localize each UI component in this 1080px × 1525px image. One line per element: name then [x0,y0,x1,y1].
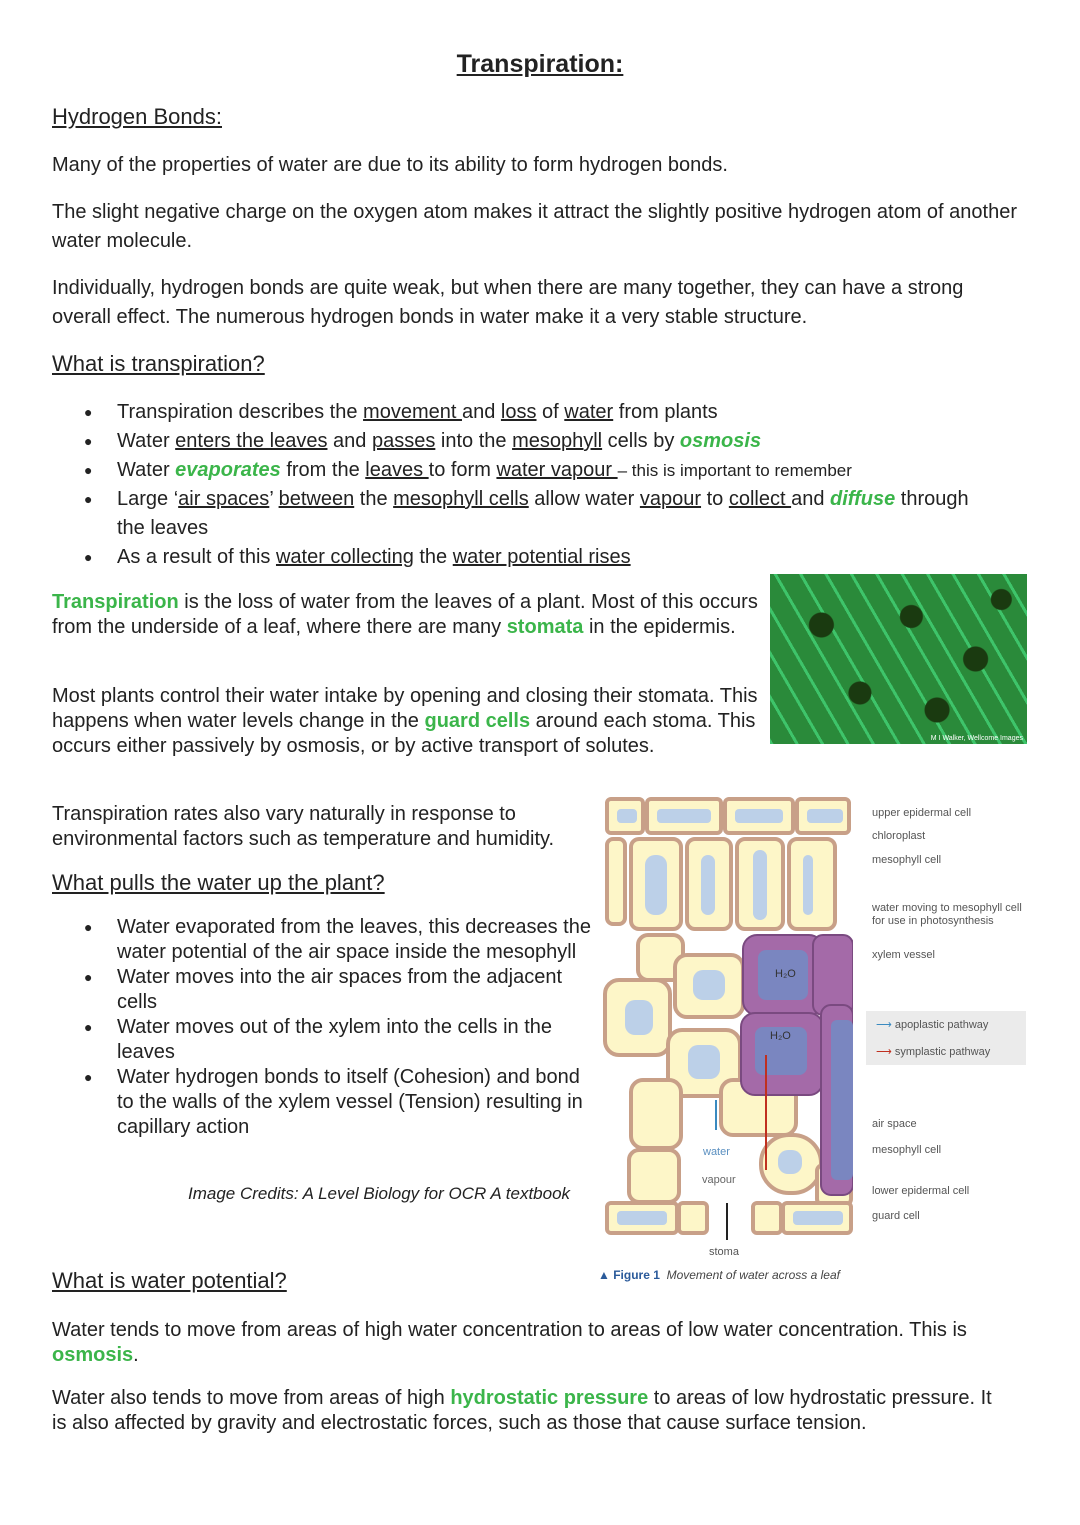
water-label: water [703,1146,730,1158]
text-segment: and [461,401,501,423]
text-segment: from the [280,459,366,481]
text-segment: and [791,488,831,510]
text-segment: Most plants control their water intake by opening and closing their stomata. This happens when water levels change in the [52,685,758,732]
text-segment: through the leaves [117,488,969,539]
image-credits: Image Credits: A Level Biology for OCR A textbook [188,1184,571,1203]
pulls-bullets [52,915,602,1140]
paragraph-rates: Transpiration rates also vary naturally in response to environmental factors such as temperature and humidity. [52,803,555,850]
text-segment: and [327,430,372,452]
text-segment: leaves [365,459,429,481]
text-segment: to form [428,459,497,481]
text-segment: ’ [269,488,279,510]
text-segment: – this is important to remember [617,461,852,480]
figure-legend [866,1011,1026,1065]
text-segment: water potential rises [452,546,631,568]
bullet [52,427,992,456]
label-mesophyll-cell: mesophyll cell [872,854,942,866]
text-segment: of [536,401,565,423]
label-air-space: air space [872,1118,917,1130]
label-guard-cell: guard cell [872,1210,920,1222]
text-segment: from plants [613,401,718,423]
text-segment: vapour [639,488,702,510]
label-chloroplast: chloroplast [872,830,926,842]
bullet: ● Water hydrogen bonds to itself (Cohesion) and bond to the walls of the xylem vessel (Tension) resulting in capillary action [52,1065,602,1140]
text-segment: diffuse [830,488,896,510]
legend-symplastic: ⟶ symplastic pathway [876,1046,991,1058]
text-segment: Water [117,459,176,481]
label-water-moving: water moving to mesophyll cell for use in photosynthesis [872,902,1022,927]
caption-text: Movement of water across a leaf [666,1268,840,1282]
text-segment: air spaces [178,488,270,510]
bullet: ● Water moves out of the xylem into the cells in the leaves [52,1015,602,1065]
text-segment: into the [435,430,513,452]
paragraph-osmosis [52,1318,1037,1368]
text-segment: cells by [602,430,680,452]
paragraph-hydrostatic [52,1386,992,1436]
heading-what-is-transpiration: What is transpiration? [52,351,265,376]
figure-caption: ▲ Figure 1 Movement of water across a leaf [598,1268,840,1282]
heading-what-pulls-water: What pulls the water up the plant? [52,870,385,895]
text-segment: in the epidermis. [583,616,736,638]
bullet [52,485,992,543]
page-title: Transpiration: [456,50,624,78]
text-segment: mesophyll [512,430,603,452]
text-segment: allow water [528,488,640,510]
text-segment: osmosis [679,430,762,452]
bullet [52,398,992,427]
text-segment: collect [728,488,792,510]
figure-number: Figure 1 [613,1268,660,1282]
text-segment: Large ‘ [117,488,179,510]
label-lower-epidermal-cell: lower epidermal cell [872,1185,970,1197]
label-mesophyll-cell: mesophyll cell [872,1144,942,1156]
text-segment: Transpiration [52,591,179,613]
bullet: ● Water moves into the air spaces from the adjacent cells [52,965,602,1015]
text-segment: the [354,488,394,510]
paragraph-transpiration [52,590,767,640]
paragraph: Individually, hydrogen bonds are quite weak, but when there are many together, they can have a strong overall effect. The numerous hydrogen bonds in water make it a very stable structure. [52,277,964,328]
paragraph: The slight negative charge on the oxygen atom makes it attract the slightly positive hydrogen atom of another water molecule. [52,201,1017,252]
text-segment: guard cells [424,710,531,732]
legend-label: apoplastic pathway [894,1019,989,1031]
legend-apoplastic: ⟶ apoplastic pathway [876,1019,989,1031]
heading-hydrogen-bonds: Hydrogen Bonds: [52,104,222,129]
text-segment: Transpiration describes the [117,401,364,423]
photo-credit: M I Walker, Wellcome Images [930,735,1023,742]
bullet [52,456,992,485]
text-segment: evaporates [175,459,281,481]
text-segment: around each stoma. This occurs either passively by osmosis, or by active transport of solutes. [52,710,756,757]
text-segment: As a result of this [117,546,276,568]
paragraph-control [52,684,767,759]
label-upper-epidermal-cell: upper epidermal cell [872,807,972,819]
text-segment: the [413,546,453,568]
label-xylem-vessel: xylem vessel [872,949,935,961]
text-segment: water vapour [496,459,618,481]
bullet: ● Water evaporated from the leaves, this decreases the water potential of the air space inside the mesophyll [52,915,602,965]
vapour-label: vapour [702,1174,736,1186]
text-segment: enters the leaves [175,430,328,452]
text-segment: water collecting [275,546,414,568]
text-segment: movement [363,401,462,423]
text-segment: water [564,401,614,423]
text-segment: hydrostatic pressure [450,1387,649,1409]
legend-label: symplastic pathway [894,1046,991,1058]
text-segment: stomata [506,616,584,638]
text-segment: Water also tends to move from areas of high [52,1387,451,1409]
h2o-label: H₂O [775,968,796,980]
stomata-micrograph [770,574,1027,744]
text-segment: loss [500,401,537,423]
paragraph: Many of the properties of water are due to its ability to form hydrogen bonds. [52,154,728,176]
heading-water-potential: What is water potential? [52,1268,287,1293]
leaf-cross-section-diagram [603,795,853,1245]
stoma-label: stoma [709,1246,739,1258]
text-segment: to [701,488,729,510]
h2o-label: H₂O [770,1030,791,1042]
text-segment: between [278,488,355,510]
text-segment: to areas of low hydrostatic pressure. It is also affected by gravity and electrostatic forces, such as those that cause surface tension. [52,1387,992,1434]
text-segment: Water [117,430,176,452]
text-segment: is the loss of water from the leaves of a plant. Most of this occurs from the underside of a leaf, where there are many [52,591,758,638]
text-segment: mesophyll cells [393,488,529,510]
text-segment: osmosis [52,1344,134,1366]
transpiration-bullets [52,398,992,572]
text-segment: Water tends to move from areas of high water concentration to areas of low water concentration. This is [52,1319,967,1341]
text-segment: passes [371,430,436,452]
text-segment: . [133,1344,139,1366]
bullet [52,543,992,572]
